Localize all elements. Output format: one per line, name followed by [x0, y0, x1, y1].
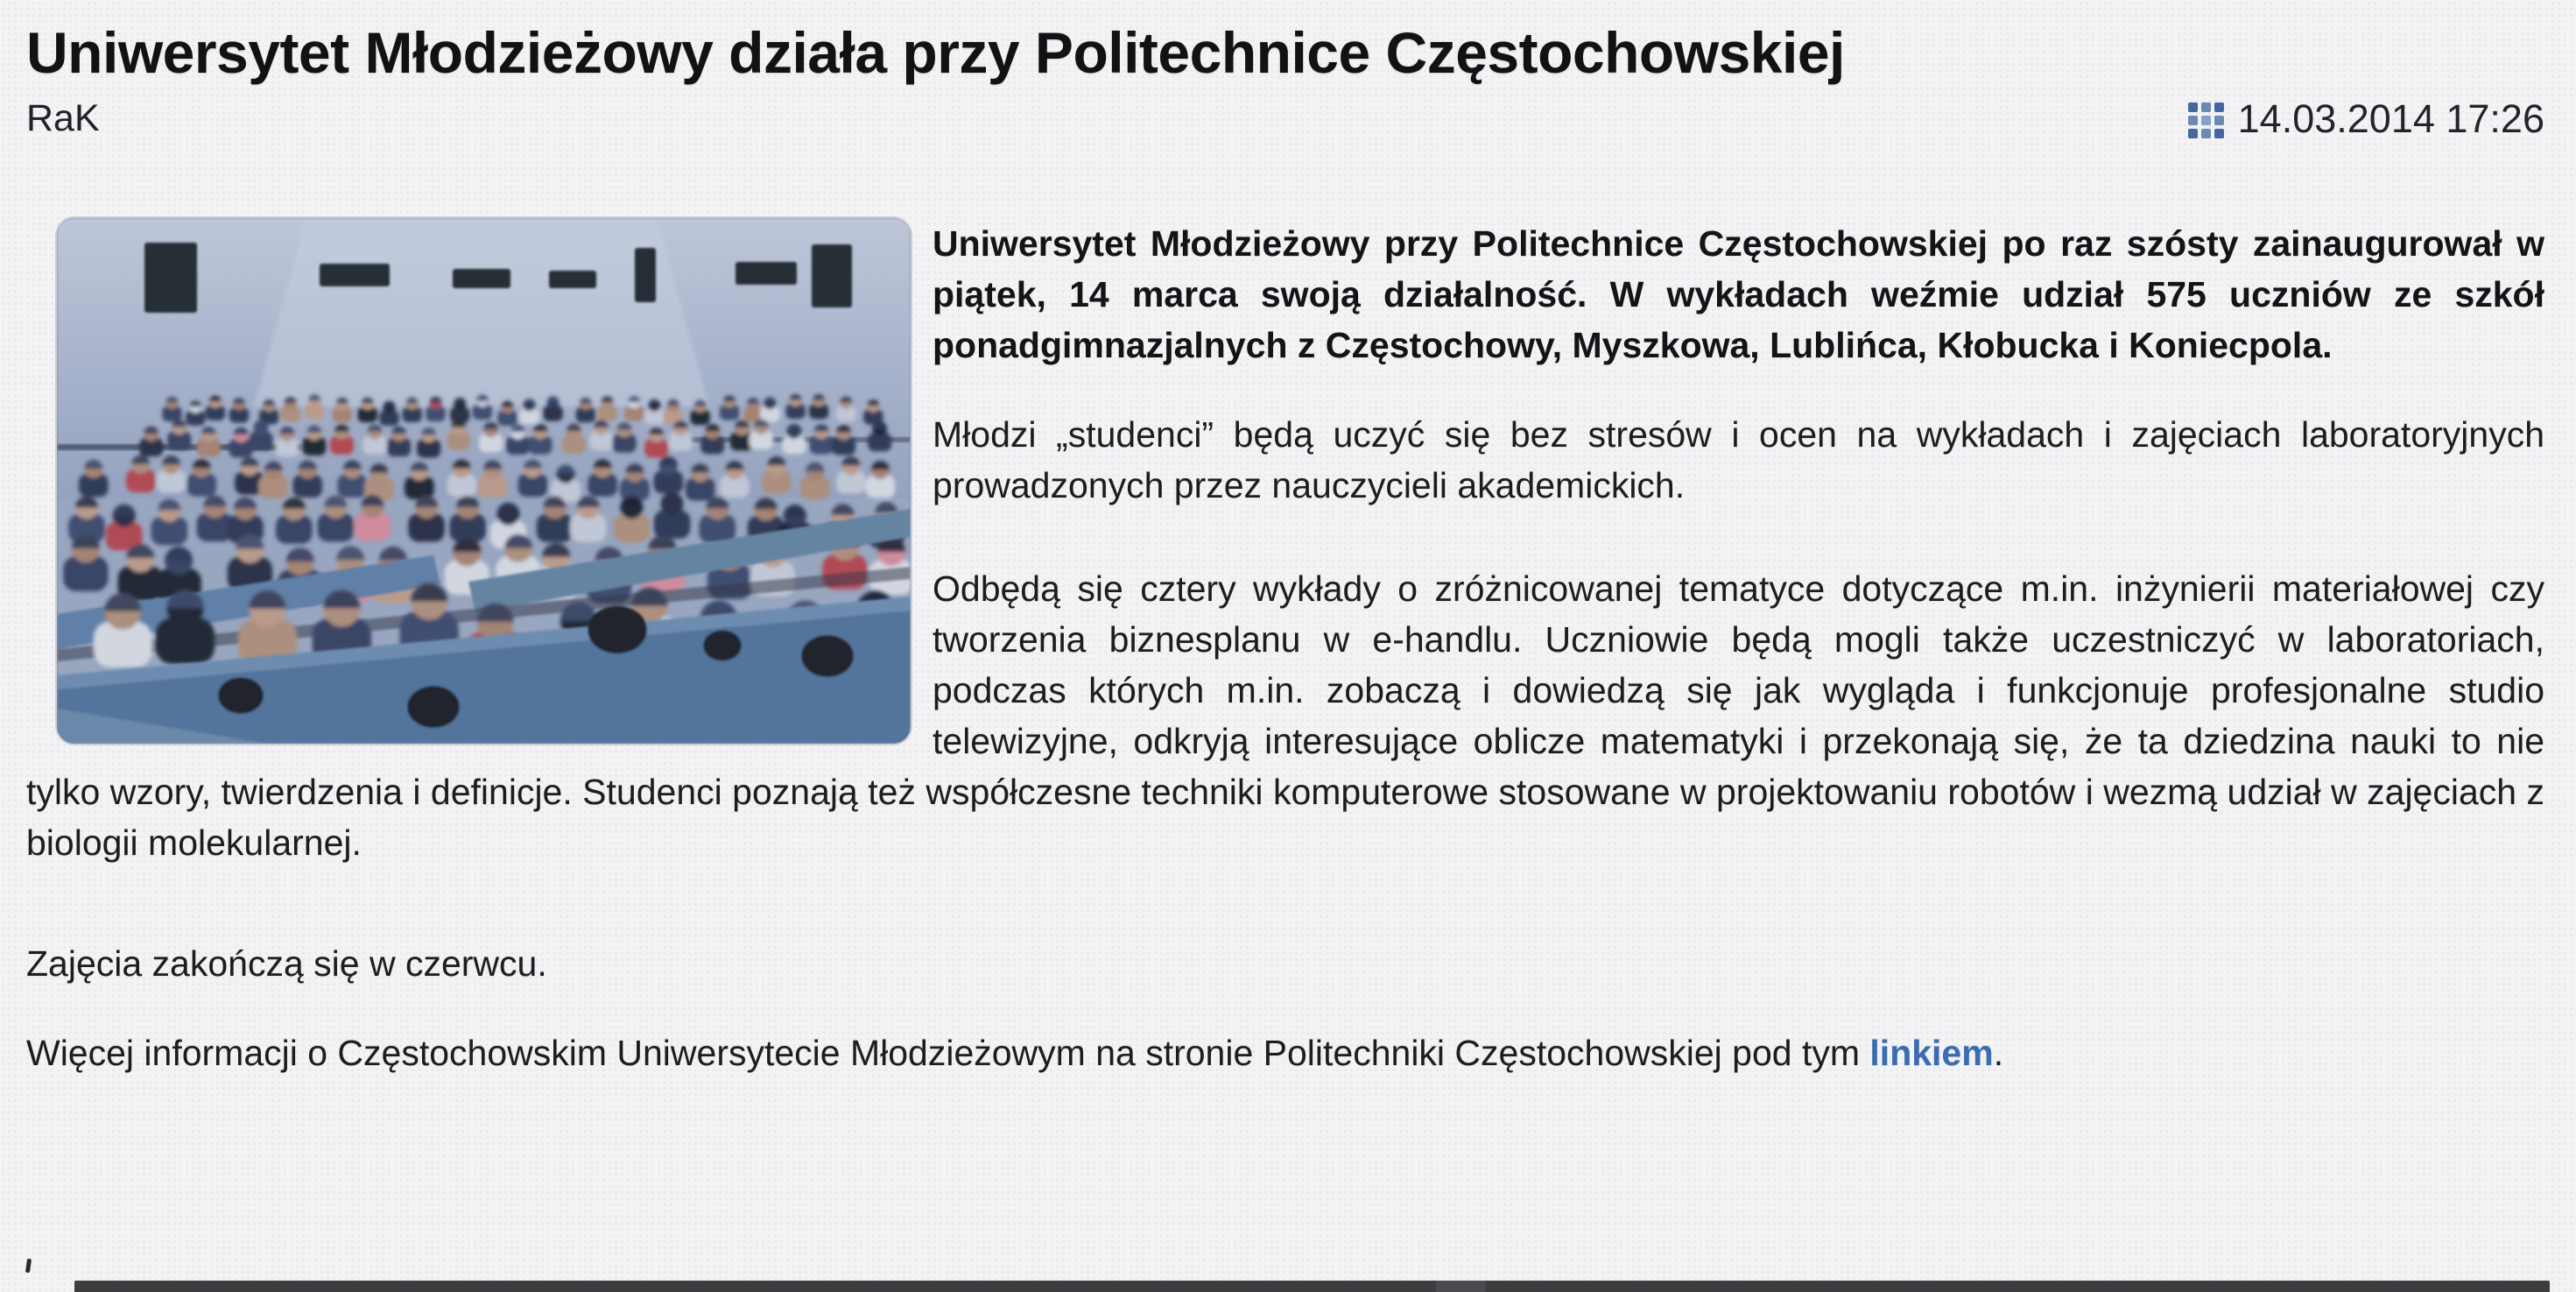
scan-artifact-strip — [74, 1281, 2550, 1292]
more-info-link[interactable]: linkiem — [1869, 1032, 1994, 1073]
article-body — [26, 218, 2544, 1078]
author-byline: RaK — [26, 97, 100, 140]
more-info-paragraph — [26, 1027, 2544, 1078]
byline-row — [26, 96, 2544, 142]
publish-date: 14.03.2014 17:26 — [2237, 95, 2544, 141]
body-paragraph: Zajęcia zakończą się w czerwcu. — [26, 943, 547, 984]
scan-speck — [25, 1259, 32, 1274]
lead-paragraph: Uniwersytet Młodzieżowy przy Politechnice Częstochowskiej po raz szósty zainaugurował w piątek, 14 marca swoją działalność. W wykładach weźmie udział 575 uczniów ze szkół ponadgimnazjalnych z Częstochowy, Myszkowa, Lublińca, Kłobucka i Koniecpola. — [933, 222, 2544, 365]
article-title: Uniwersytet Młodzieżowy działa przy Politechnice Częstochowskiej — [26, 20, 1845, 85]
lecture-hall-photo — [57, 218, 911, 744]
body-paragraph: Odbędą się cztery wykłady o zróżnicowanej tematyce dotyczące m.in. inżynierii materiałowej czy tworzenia biznesplanu w e-handlu. Uczniowie będą mogli także uczestniczyć w laboratoriach, podczas których m.in. zobaczą i dowiedzą się jak wygląda i funkcjonuje profesjonalne studio telewizyjne, odkryją interesujące oblicze matematyki i przekonają się, że ta dziedzina nauki to nie tylko wzory, twierdzenia i definicje. Studenci poznają też współczesne techniki komputerowe stosowane w projektowaniu robotów i wezmą udział w zajęciach z biologii molekularnej. — [26, 568, 2544, 863]
more-info-text: Więcej informacji o Częstochowskim Uniwersytecie Młodzieżowym na stronie Politechniki Częstochowskiej pod tym — [26, 1032, 1870, 1073]
date-grid-icon — [2188, 102, 2224, 138]
body-paragraph: Młodzi „studenci” będą uczyć się bez stresów i ocen na wykładach i zajęciach laboratoryjnych prowadzonych przez nauczycieli akademickich. — [933, 413, 2544, 505]
dateline — [2188, 96, 2544, 142]
more-info-period: . — [1993, 1032, 2004, 1073]
